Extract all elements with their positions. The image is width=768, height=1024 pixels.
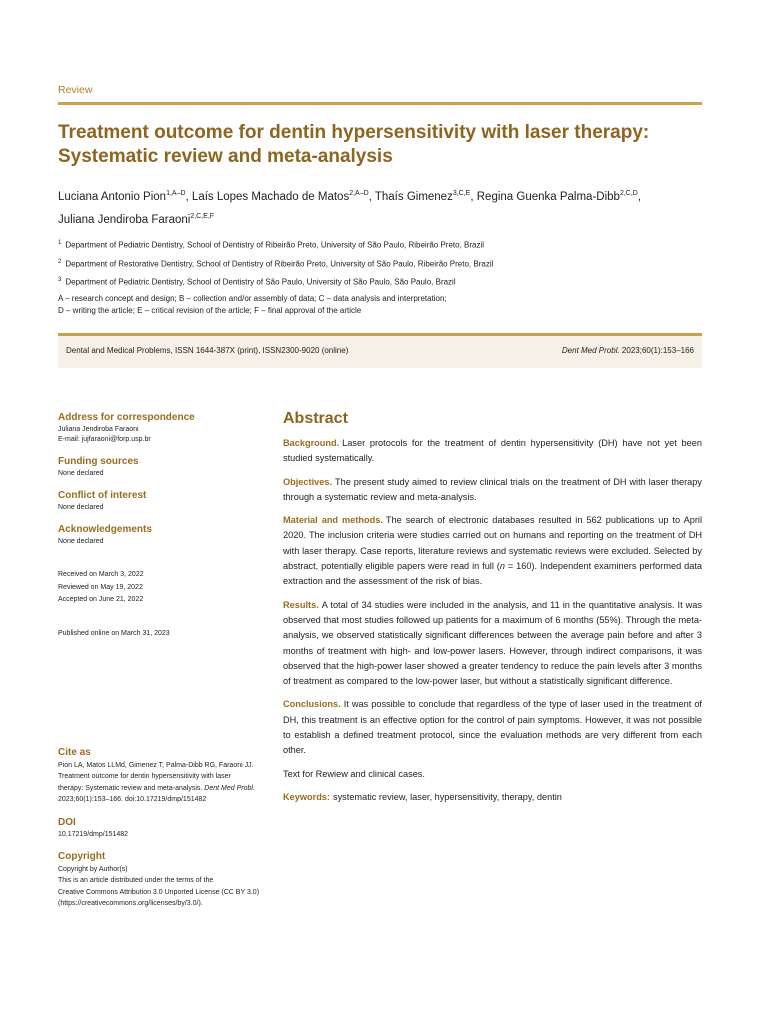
doi-link[interactable]: 10.17219/dmp/151482 — [58, 830, 129, 838]
copyright-text: Copyright by Author(s) This is an article distributed under the terms of the Creative Commons Attribution 3.0 Unported License (CC BY 3.0) (https://creativecommons.org/licenses/by/3.0/). — [58, 864, 263, 910]
author-contributions: A – research concept and design; B – collection and/or assembly of data; C – data analysis and interpretation; D – writing the article; E – critical revision of the article; F – final approval of the article — [58, 294, 447, 315]
published-date: Published online on March 31, 2023 — [58, 629, 170, 637]
top-rule — [58, 102, 702, 105]
journal-info-bar — [58, 336, 702, 368]
affiliation-item: $^1$ Department of Pediatric Dentistry, School of Dentistry of Ribeirão Preto, University of São Paulo, Ribeirão Preto, Brazil — [58, 240, 485, 250]
license-link[interactable]: (https://creativecommons.org/licenses/by/3.0/). — [58, 900, 203, 907]
abstract-extra-note: Text for Rewiew and clinical cases. — [283, 768, 425, 779]
acknowledgements-text: None declared — [58, 538, 104, 545]
journal-citation: Dent Med Probl. 2023;60(1):153–166 — [561, 346, 694, 355]
author: Regina Guenka Palma-Dibb$^{2,C,D}$, — [476, 190, 642, 203]
correspondence-name: Juliana Jendiroba Faraoni — [58, 426, 139, 433]
abstract-conclusions: Conclusions. It was possible to conclude that regardless of the type of laser used in the treatment of DH, this treatment is an effective option for the control of pain symptoms. However, it was not possible to establish a defined treatment protocol, since the evaluation methods are very different from each other. — [283, 699, 702, 756]
article-dates — [58, 569, 263, 607]
abstract-objectives: Objectives. The present study aimed to review clinical trials on the treatment of DH with laser therapy through a systematic review and meta-analysis. — [283, 476, 702, 502]
abstract-results: Results. A total of 34 studies were included in the analysis, and 11 in the quantitative analysis. It was observed that most studies followed up patients for a maximum of 6 months (55%). Through the meta-analysis, we observed statistically significant differences between the average pain before and after 3 months of treatment with high- and low-power lasers. However, through indirect comparisons, it was observed that the high-power laser showed a greater tendency to reduce the pain levels after 3 months of treatment as compared to the low-power laser, but without a statistically significant difference. — [283, 599, 702, 687]
section-label: Review — [58, 84, 93, 96]
abstract-keywords: Keywords: systematic review, laser, hypersensitivity, therapy, dentin — [283, 791, 562, 802]
article-title — [58, 121, 702, 169]
abstract-section — [283, 410, 702, 813]
article-sidebar — [58, 412, 263, 910]
author: Thaís Gimenez$^{3,C,E}$, — [374, 190, 477, 203]
affiliations — [58, 235, 702, 291]
abstract-background: Background. Laser protocols for the treatment of dentin hypersensitivity (DH) have not yet been studied systematically. — [283, 438, 702, 464]
abstract-title: Abstract — [283, 410, 348, 427]
correspondence-heading: Address for correspondence — [58, 412, 195, 423]
title-line-2: Systematic review and meta-analysis — [58, 146, 393, 167]
author-list — [58, 184, 702, 230]
author: Luciana Antonio Pion$^{1,A-D}$, — [58, 190, 192, 203]
copyright-heading: Copyright — [58, 850, 106, 862]
journal-name: Dental and Medical Problems, ISSN 1644-387X (print), ISSN2300-9020 (online) — [66, 346, 349, 355]
received-date: Received on March 3, 2022 — [58, 571, 144, 578]
funding-text: None declared — [58, 470, 104, 477]
reviewed-date: Reviewed on May 19, 2022 — [58, 583, 143, 591]
author: Juliana Jendiroba Faraoni$^{2,C,E,F}$ — [58, 212, 215, 226]
citation-text: Pion LA, Matos LLMd, Gimenez T, Palma-Dibb RG, Faraoni JJ. Treatment outcome for dentin hypersensitivity with laser therapy: Systematic review and meta-analysis. Dent Med Probl. 2023;60(1):153–166. doi:10.17219/dmp/151482 — [58, 761, 255, 803]
abstract-methods: Material and methods. The search of electronic databases resulted in 562 publications up to April 2020. The inclusion criteria were studies carried out on humans and reporting on the treatment of DH with laser therapy. Case reports, literature reviews and systematic reviews were excluded. Selected by abstract, potentially eligible papers were read in full (n = 160). Independent examiners performed data extraction and the assessment of the risk of bias. — [283, 515, 702, 587]
correspondence-email[interactable]: E-mail: jujfaraoni@forp.usp.br — [58, 436, 151, 443]
doi-heading: DOI — [58, 816, 76, 828]
cite-heading: Cite as — [58, 746, 91, 758]
title-line-1: Treatment outcome for dentin hypersensitivity with laser therapy: — [58, 122, 650, 143]
author: Laís Lopes Machado de Matos$^{2,A-D}$, — [191, 190, 375, 203]
accepted-date: Accepted on June 21, 2022 — [58, 596, 144, 603]
acknowledgements-heading: Acknowledgements — [58, 524, 152, 535]
conflict-heading: Conflict of interest — [58, 490, 147, 501]
conflict-text: None declared — [58, 504, 104, 511]
affiliation-item: $^3$ Department of Pediatric Dentistry, School of Dentistry of São Paulo, University of São Paulo, São Paulo, Brazil — [58, 277, 456, 287]
funding-heading: Funding sources — [58, 456, 139, 467]
affiliation-item: $^2$ Department of Restorative Dentistry, School of Dentistry of Ribeirão Preto, University of São Paulo, Ribeirão Preto, Brazil — [58, 258, 494, 269]
